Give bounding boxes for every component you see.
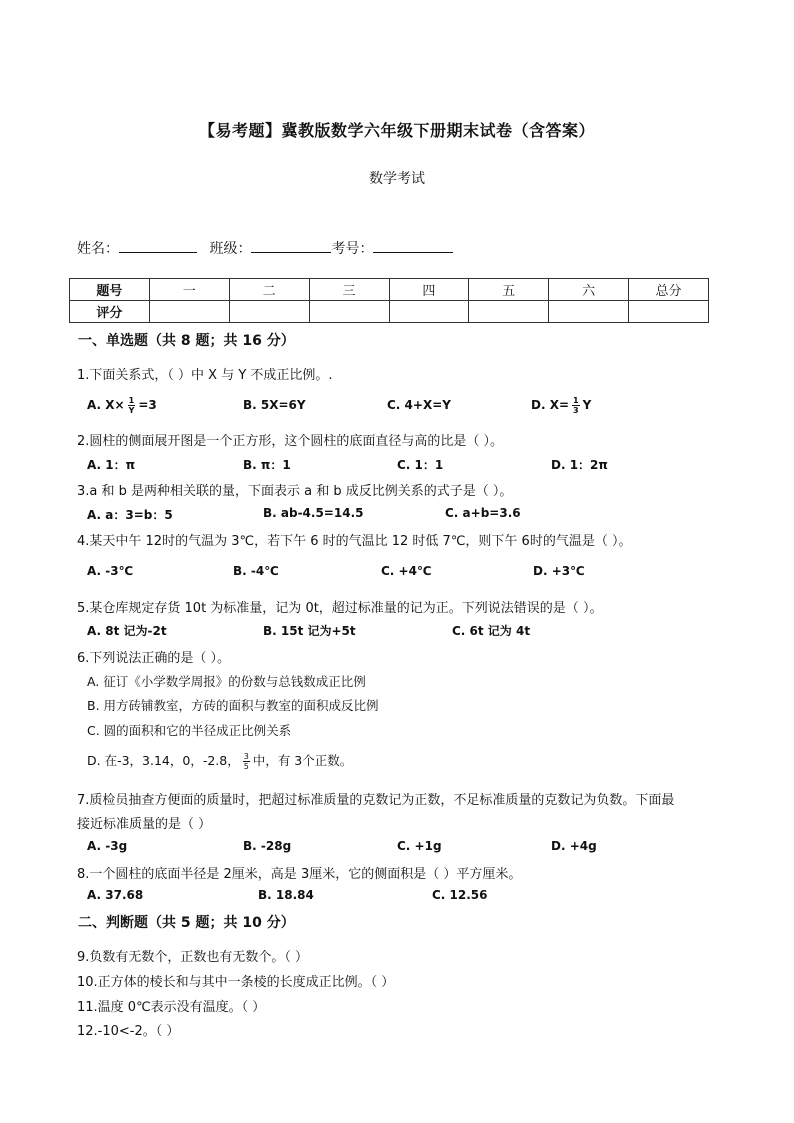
score-header-cell: 三 <box>309 279 389 301</box>
option-text: =3 <box>138 398 157 412</box>
question-8-stem: 8.一个圆柱的底面半径是 2厘米，高是 3厘米，它的侧面积是（ ）平方厘米。 <box>77 867 522 882</box>
score-table-header-row <box>70 279 709 301</box>
class-blank[interactable] <box>251 238 331 253</box>
exam-no-blank[interactable] <box>373 238 453 253</box>
fraction-denominator: 5 <box>243 762 249 771</box>
question-2-option-d[interactable]: D. 1：2π <box>551 458 608 472</box>
score-header-cell: 六 <box>549 279 629 301</box>
question-8-option-b[interactable]: B. 18.84 <box>258 888 314 902</box>
question-6-option-d[interactable] <box>87 751 352 771</box>
class-label: 班级： <box>209 241 252 257</box>
fraction <box>128 396 136 415</box>
question-6-option-b[interactable]: B. 用方砖铺教室，方砖的面积与教室的面积成反比例 <box>87 698 379 713</box>
score-header-cell: 四 <box>389 279 469 301</box>
score-row-label: 评分 <box>70 301 150 323</box>
question-1-option-a[interactable] <box>87 396 157 415</box>
question-7-stem-line-2: 接近标准质量的是（ ） <box>77 817 212 832</box>
question-3-option-a[interactable]: A. a：3=b：5 <box>87 508 173 522</box>
question-10-stem: 10.正方体的棱长和与其中一条棱的长度成正比例。（ ） <box>77 975 395 990</box>
question-5-option-b[interactable]: B. 15t 记为+5t <box>263 624 356 638</box>
score-cell[interactable] <box>549 301 629 323</box>
section-heading-single-choice: 一、单选题（共 8 题；共 16 分） <box>78 333 295 349</box>
score-cell[interactable] <box>629 301 709 323</box>
score-cell[interactable] <box>229 301 309 323</box>
fraction-numerator: 1 <box>128 396 135 405</box>
question-7-option-b[interactable]: B. -28g <box>243 839 292 853</box>
question-7-option-d[interactable]: D. +4g <box>551 839 597 853</box>
name-blank[interactable] <box>119 238 197 253</box>
score-header-cell: 一 <box>149 279 229 301</box>
question-7-option-c[interactable]: C. +1g <box>397 839 442 853</box>
question-5-option-a[interactable]: A. 8t 记为-2t <box>87 624 167 638</box>
fraction-numerator: 3 <box>243 752 249 761</box>
question-1-option-b[interactable]: B. 5X=6Y <box>243 398 306 412</box>
question-6-stem: 6.下列说法正确的是（ ）。 <box>77 651 231 666</box>
score-header-cell: 总分 <box>629 279 709 301</box>
page-title: 【易考题】冀教版数学六年级下册期末试卷（含答案） <box>198 121 595 140</box>
score-header-cell: 题号 <box>70 279 150 301</box>
question-5-stem: 5.某仓库规定存货 10t 为标准量，记为 0t，超过标准量的记为正。下列说法错误的是（ ）。 <box>77 601 603 616</box>
question-8-option-a[interactable]: A. 37.68 <box>87 888 144 902</box>
question-4-stem: 4.某天中午 12时的气温为 3℃，若下午 6 时的气温比 12 时低 7℃，则下午 6时的气温是（ ）。 <box>77 534 632 549</box>
question-7-stem-line-1: 7.质检员抽查方便面的质量时，把超过标准质量的克数记为正数，不足标准质量的克数记为负数。下面最 <box>77 793 675 808</box>
score-table-score-row <box>70 301 709 323</box>
question-12-stem: 12.-10<-2。（ ） <box>77 1024 180 1039</box>
question-5-option-c[interactable]: C. 6t 记为 4t <box>452 624 531 638</box>
option-text: D. 在-3，3.14，0，-2.8， <box>87 753 240 768</box>
section-heading-true-false: 二、判断题（共 5 题；共 10 分） <box>78 915 295 931</box>
question-11-stem: 11.温度 0℃表示没有温度。（ ） <box>77 1000 266 1015</box>
score-table <box>69 278 709 323</box>
score-cell[interactable] <box>389 301 469 323</box>
question-6-option-c[interactable]: C. 圆的面积和它的半径成正比例关系 <box>87 723 292 738</box>
question-7-option-a[interactable]: A. -3g <box>87 839 128 853</box>
score-cell[interactable] <box>469 301 549 323</box>
exam-no-label: 考号： <box>331 241 374 257</box>
question-2-option-c[interactable]: C. 1：1 <box>397 458 444 472</box>
question-2-option-a[interactable]: A. 1：π <box>87 458 136 472</box>
question-1-option-d[interactable] <box>531 396 591 415</box>
question-4-option-d[interactable]: D. +3℃ <box>533 564 585 578</box>
option-text: 中，有 3个正数。 <box>252 753 353 768</box>
fraction-numerator: 1 <box>573 396 579 405</box>
score-cell[interactable] <box>149 301 229 323</box>
question-8-option-c[interactable]: C. 12.56 <box>432 888 488 902</box>
student-info-line <box>77 238 453 258</box>
question-9-stem: 9.负数有无数个，正数也有无数个。（ ） <box>77 950 309 965</box>
page-subtitle: 数学考试 <box>369 171 425 187</box>
fraction <box>572 396 580 415</box>
fraction-denominator: 3 <box>573 406 579 415</box>
score-header-cell: 五 <box>469 279 549 301</box>
question-3-option-c[interactable]: C. a+b=3.6 <box>445 506 521 520</box>
score-cell[interactable] <box>309 301 389 323</box>
question-6-option-a[interactable]: A. 征订《小学数学周报》的份数与总钱数成正比例 <box>87 674 366 689</box>
question-1-stem: 1.下面关系式，（ ）中 X 与 Y 不成正比例。. <box>77 368 333 383</box>
fraction-denominator: Y <box>128 406 135 415</box>
question-2-option-b[interactable]: B. π：1 <box>243 458 291 472</box>
question-1-option-c[interactable]: C. 4+X=Y <box>387 398 451 412</box>
option-text: A. X× <box>87 398 125 412</box>
question-4-option-b[interactable]: B. -4℃ <box>233 564 279 578</box>
question-3-stem: 3.a 和 b 是两种相关联的量，下面表示 a 和 b 成反比例关系的式子是（ ）。 <box>77 484 513 499</box>
question-4-option-a[interactable]: A. -3℃ <box>87 564 134 578</box>
question-2-stem: 2.圆柱的侧面展开图是一个正方形，这个圆柱的底面直径与高的比是（ ）。 <box>77 434 504 449</box>
name-label: 姓名： <box>77 241 119 257</box>
score-header-cell: 二 <box>229 279 309 301</box>
option-text: D. X= <box>531 398 570 412</box>
question-3-option-b[interactable]: B. ab-4.5=14.5 <box>263 506 364 520</box>
fraction <box>243 752 250 771</box>
question-4-option-c[interactable]: C. +4℃ <box>381 564 432 578</box>
option-text: Y <box>582 398 592 412</box>
